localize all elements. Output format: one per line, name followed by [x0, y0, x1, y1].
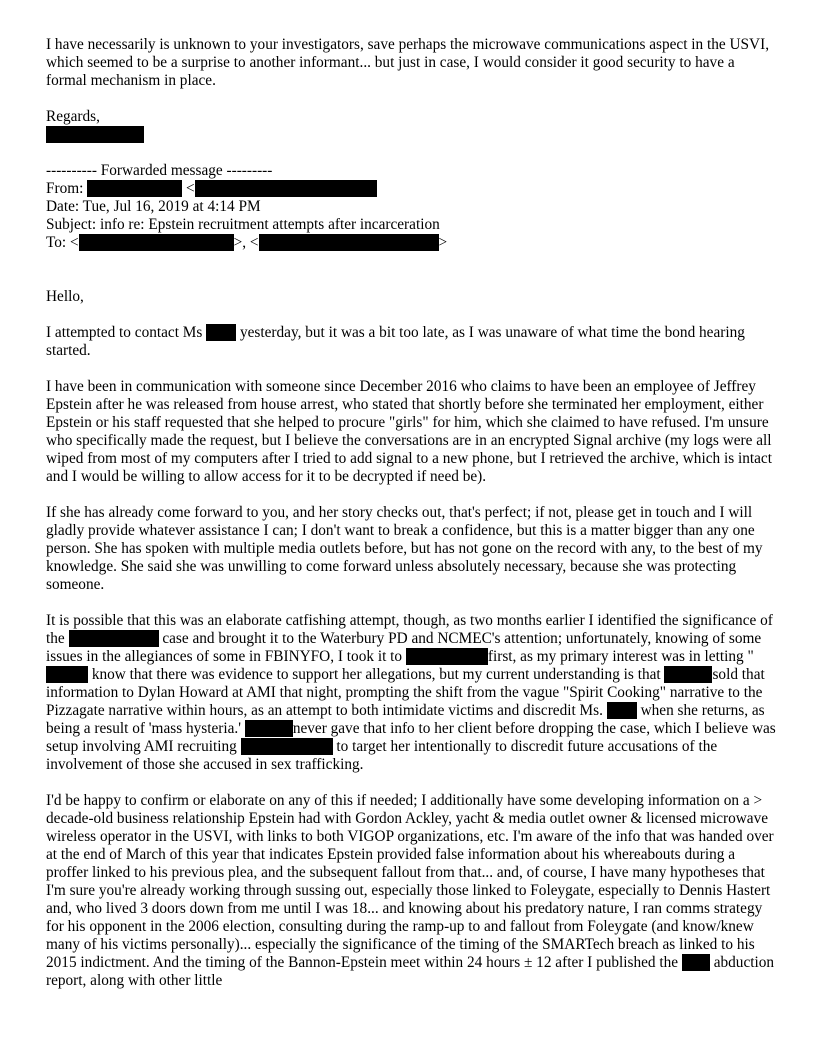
paragraph-1: I attempted to contact Ms yesterday, but it was a bit too late, as I was unaware of what time the bond hearing started.: [46, 324, 745, 359]
redaction-bar: [195, 180, 377, 197]
from-line: From: <: [46, 180, 776, 198]
redaction-bar: [46, 126, 144, 143]
redaction-bar: [607, 702, 637, 719]
redaction-bar: [406, 648, 488, 665]
to-line: To: < >, < >: [46, 234, 448, 251]
paragraph-4: It is possible that this was an elaborate catfishing attempt, though, as two months earlier I identified the significance of the case and brought it to the Waterbury PD and NCMEC's attention; unfortunately, knowing of some issues in the allegiances of some in FBINYFO, I took it to first, as my primary interest was in letting " know that there was evidence to support her allegations, but my current understanding is that sold that information to Dylan Howard at AMI that night, prompting the shift from the vague "Spirit Cooking" narrative to the Pizzagate narrative within hours, as an attempt to both intimidate victims and discredit Ms. when she returns, as being a result of 'mass hysteria.' never gave that info to her client before dropping the case, which I believe was setup involving AMI recruiting to target her intentionally to discredit future accusations of the involvement of those she accused in sex trafficking.: [46, 612, 776, 773]
redaction-bar: [79, 234, 234, 251]
redaction-bar: [69, 630, 159, 647]
greeting: Hello,: [46, 288, 84, 305]
redacted-signature: [46, 126, 776, 144]
redaction-bar: [682, 954, 710, 971]
redaction-bar: [664, 666, 712, 683]
forward-divider: ---------- Forwarded message ---------: [46, 162, 273, 179]
redaction-bar: [245, 720, 293, 737]
redaction-bar: [259, 234, 439, 251]
forwarded-header: [46, 162, 776, 252]
paragraph-5: I'd be happy to confirm or elaborate on any of this if needed; I additionally have some developing information on a > decade-old business relationship Epstein had with Gordon Ackley, yacht & media outlet owner & licensed microwave wireless operator in the USVI, with links to both VIGOP organizations, etc. I'm aware of the info that was handed over at the end of March of this year that indicates Epstein provided false information about his whereabouts during a proffer linked to his previous plea, and the subsequent fallout from that... and, of course, I have many hypotheses that I'm sure you're already working through sussing out, especially those linked to Foleygate, especially to Dennis Hastert and, who lived 3 doors down from me until I was 18... and knowing about his predatory nature, I ran comms strategy for his opponent in the 2006 election, consulting during the ramp-up to and fallout from Foleygate (and know/knew many of his victims personally)... especially the significance of the timing of the SMARTech breach as linked to his 2015 indictment. And the timing of the Bannon-Epstein meet within 24 hours ± 12 after I published the abduction report, along with other little: [46, 792, 775, 989]
redaction-bar: [46, 666, 88, 683]
email-body: [46, 36, 776, 990]
paragraph-2: I have been in communication with someone since December 2016 who claims to have been an employee of Jeffrey Epstein after he was released from house arrest, who stated that shortly before she terminated her employment, either Epstein or his staff requested that she helped to procure "girls" for him, which she claimed to have refused. I'm unsure who specifically made the request, but I believe the conversations are in an encrypted Signal archive (my logs were all wiped from most of my computers after I tried to add signal to a new phone, but I retrieved the archive, which is intact and I would be willing to allow access for it to be decrypted if need be).: [46, 378, 772, 485]
redaction-bar: [241, 738, 333, 755]
signoff: Regards,: [46, 108, 100, 125]
paragraph-3: If she has already come forward to you, and her story checks out, that's perfect; if not, please get in touch and I will gladly provide whatever assistance I can; I don't want to break a confidence, but this is a matter bigger than any one person. She has spoken with multiple media outlets before, but has not gone on the record with any, to the best of my knowledge. She said she was unwilling to come forward unless absolutely necessary, because she was protecting someone.: [46, 504, 763, 593]
redaction-bar: [87, 180, 182, 197]
intro-paragraph: I have necessarily is unknown to your investigators, save perhaps the microwave communications aspect in the USVI, which seemed to be a surprise to another informant... but just in case, I would consider it good security to have a formal mechanism in place.: [46, 36, 770, 89]
subject-line: Subject: info re: Epstein recruitment attempts after incarceration: [46, 216, 440, 233]
date-line: Date: Tue, Jul 16, 2019 at 4:14 PM: [46, 198, 261, 215]
redaction-bar: [206, 324, 236, 341]
